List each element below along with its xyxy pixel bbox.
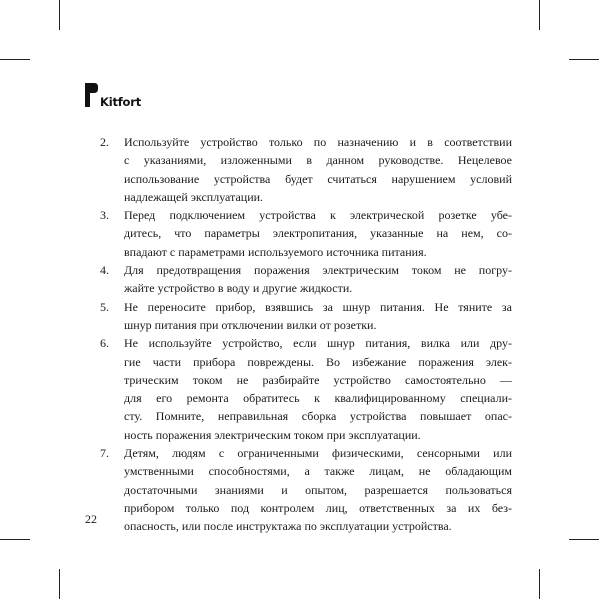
list-item-number: 5.: [100, 299, 109, 314]
list-item-text: [124, 206, 512, 261]
list-item: [100, 334, 512, 444]
text-line: Перед подключением устройства к электрической розетке убе-: [124, 208, 512, 223]
list-item-number: 6.: [100, 336, 109, 351]
crop-mark: [0, 59, 30, 60]
page-number: 22: [85, 512, 97, 526]
crop-mark: [59, 0, 60, 30]
list-item-number: 7.: [100, 446, 109, 461]
text-line: гие части прибора повреждены. Во избежание поражения элек-: [124, 354, 512, 369]
list-item-text: [124, 444, 512, 535]
text-line: опасность, или после инструктажа по эксплуатации устройства.: [124, 519, 452, 534]
crop-mark: [539, 569, 540, 599]
crop-mark: [569, 59, 599, 60]
list-item-number: 4.: [100, 263, 109, 278]
text-line: впадают с параметрами используемого источника питания.: [124, 244, 427, 259]
list-item-text: [124, 334, 512, 444]
text-line: Не переносите прибор, взявшись за шнур питания. Не тяните за: [124, 299, 512, 314]
text-line: Для предотвращения поражения электрическим током не погру-: [124, 263, 512, 278]
list-item-number: 2.: [100, 135, 109, 149]
text-line: для его ремонта обратитесь к квалифицированному специали-: [124, 391, 512, 406]
text-line: сту. Помните, неправильная сборка устройства повышает опас-: [124, 409, 512, 424]
crop-mark: [539, 0, 540, 30]
text-line: ность поражения электрическим током при эксплуатации.: [124, 427, 421, 442]
text-line: достаточными знаниями и опытом, разрешается пользоваться: [124, 482, 512, 497]
instructions-list: [100, 133, 512, 536]
list-item: [100, 206, 512, 261]
text-line: прибором только под контролем лиц, ответственных за их без-: [124, 500, 512, 515]
kitfort-logo-icon: [85, 83, 98, 108]
text-line: с указаниями, изложенными в данном руководстве. Нецелевое: [124, 153, 512, 168]
list-item-text: [124, 261, 512, 298]
text-line: Не используйте устройство, если шнур питания, вилка или дру-: [124, 336, 512, 351]
list-item: [100, 444, 512, 535]
text-line: надлежащей эксплуатации.: [124, 189, 264, 204]
text-line: Используйте устройство только по назначению и в соответствии: [124, 135, 512, 149]
text-line: Детям, людям с ограниченными физическими, сенсорными или: [124, 446, 512, 461]
text-line: дитесь, что параметры электропитания, указанные на нем, со-: [124, 226, 512, 241]
crop-mark: [0, 539, 30, 540]
text-line: использование устройства будет считаться нарушением условий: [124, 171, 512, 186]
list-item-text: [124, 298, 512, 335]
crop-mark: [569, 539, 599, 540]
list-item-number: 3.: [100, 208, 109, 223]
crop-mark: [59, 569, 60, 599]
list-item-text: [124, 133, 512, 206]
text-line: жайте устройство в воду и другие жидкости.: [124, 281, 353, 296]
list-item: [100, 298, 512, 335]
list-item: [100, 261, 512, 298]
text-line: шнур питания при отключении вилки от розетки.: [124, 317, 377, 332]
list-item: [100, 133, 512, 206]
text-line: умственными способностями, а также лицам, не обладающим: [124, 464, 512, 479]
text-line: трическим током не разбирайте устройство самостоятельно —: [124, 372, 512, 387]
brand-name: Kitfort: [100, 95, 142, 109]
